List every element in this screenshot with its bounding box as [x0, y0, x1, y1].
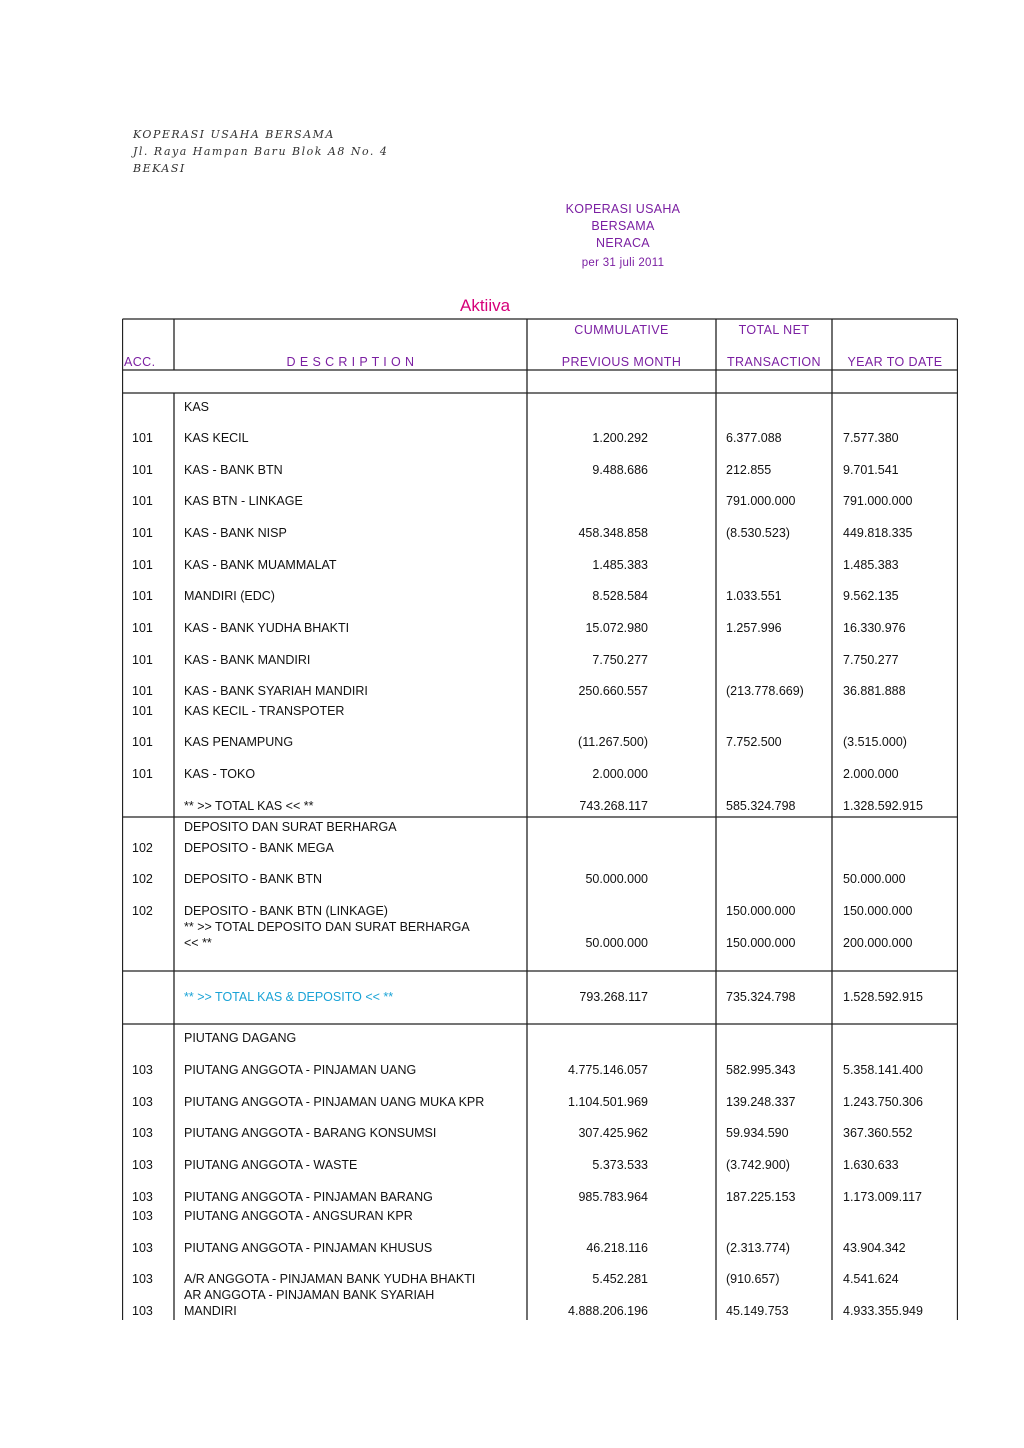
cell-desc: DEPOSITO - BANK MEGA [184, 841, 334, 855]
cell-acc: 102 [132, 904, 153, 918]
cell-ytd: 367.360.552 [843, 1126, 913, 1140]
cell-ytd: 1.630.633 [843, 1158, 899, 1172]
cell-acc: 103 [132, 1272, 153, 1286]
cell-acc: 101 [132, 494, 153, 508]
letterhead-city: BEKASI [133, 162, 186, 175]
cell-prev: 1.200.292 [592, 431, 648, 445]
cell-desc: KAS KECIL - TRANSPOTER [184, 704, 345, 718]
cell-prev: 15.072.980 [585, 621, 648, 635]
header-year-to-date: YEAR TO DATE [847, 355, 943, 369]
report-date: per 31 juli 2011 [581, 257, 665, 269]
cell-trans: (3.742.900) [726, 1158, 790, 1172]
cell-ytd: 4.541.624 [843, 1272, 899, 1286]
cell-acc: 103 [132, 1241, 153, 1255]
cell-desc: KAS - TOKO [184, 767, 256, 781]
cell-desc: AR ANGGOTA - PINJAMAN BANK SYARIAH [184, 1288, 435, 1302]
cell-prev: 250.660.557 [578, 684, 648, 698]
cell-desc: DEPOSITO - BANK BTN [184, 872, 322, 886]
cell-ytd: 9.562.135 [843, 589, 899, 603]
cell-trans: 187.225.153 [726, 1190, 796, 1204]
cell-desc: PIUTANG ANGGOTA - WASTE [184, 1158, 358, 1172]
cell-acc: 101 [132, 589, 153, 603]
cell-trans: 582.995.343 [726, 1063, 796, 1077]
header-total-net: TOTAL NET [738, 323, 810, 337]
cell-trans: (2.313.774) [726, 1241, 790, 1255]
cell-desc: ** >> TOTAL KAS & DEPOSITO << ** [184, 990, 394, 1004]
header-transaction: TRANSACTION [727, 355, 821, 369]
cell-acc: 101 [132, 767, 153, 781]
cell-ytd: 9.701.541 [843, 463, 899, 477]
cell-desc: PIUTANG ANGGOTA - PINJAMAN BARANG [184, 1190, 433, 1204]
cell-desc: KAS - BANK YUDHA BHAKTI [184, 621, 350, 635]
cell-acc: 103 [132, 1095, 153, 1109]
cell-prev: 793.268.117 [579, 990, 648, 1004]
cell-ytd: (3.515.000) [843, 735, 907, 749]
report-org-line2: BERSAMA [591, 219, 655, 233]
cell-desc: MANDIRI [184, 1304, 237, 1318]
header-description: D E S C R I P T I O N [286, 355, 415, 369]
cell-trans: 212.855 [726, 463, 772, 477]
cell-acc: 101 [132, 526, 153, 540]
header-acc: ACC. [124, 355, 156, 369]
cell-ytd: 1.485.383 [843, 558, 899, 572]
cell-desc: PIUTANG ANGGOTA - PINJAMAN KHUSUS [184, 1241, 433, 1255]
cell-desc: PIUTANG DAGANG [184, 1031, 297, 1045]
cell-acc: 102 [132, 872, 153, 886]
cell-ytd: 50.000.000 [843, 872, 906, 886]
header-cummulative: CUMMULATIVE [574, 323, 669, 337]
cell-ytd: 791.000.000 [843, 494, 913, 508]
cell-acc: 101 [132, 463, 153, 477]
cell-trans: 59.934.590 [726, 1126, 789, 1140]
cell-desc: KAS - BANK SYARIAH MANDIRI [184, 684, 368, 698]
cell-ytd: 36.881.888 [843, 684, 906, 698]
letterhead-name: KOPERASI USAHA BERSAMA [133, 128, 335, 141]
cell-acc: 103 [132, 1063, 153, 1077]
cell-desc: KAS BTN - LINKAGE [184, 494, 303, 508]
cell-trans: 585.324.798 [726, 799, 796, 813]
cell-acc: 101 [132, 621, 153, 635]
cell-desc: PIUTANG ANGGOTA - PINJAMAN UANG [184, 1063, 417, 1077]
cell-desc: KAS - BANK BTN [184, 463, 283, 477]
cell-prev: 307.425.962 [578, 1126, 648, 1140]
cell-ytd: 1.243.750.306 [843, 1095, 923, 1109]
cell-ytd: 1.173.009.117 [843, 1190, 923, 1204]
cell-desc: DEPOSITO - BANK BTN (LINKAGE) [184, 904, 388, 918]
section-title: Aktiiva [460, 296, 511, 315]
cell-trans: 735.324.798 [726, 990, 796, 1004]
cell-acc: 101 [132, 735, 153, 749]
cell-ytd: 150.000.000 [843, 904, 913, 918]
cell-trans: 45.149.753 [726, 1304, 789, 1318]
cell-desc: A/R ANGGOTA - PINJAMAN BANK YUDHA BHAKTI [184, 1272, 476, 1286]
cell-prev: 458.348.858 [578, 526, 648, 540]
letterhead [133, 126, 388, 177]
cell-prev: 743.268.117 [579, 799, 648, 813]
cell-trans: 791.000.000 [726, 494, 796, 508]
cell-desc: ** >> TOTAL DEPOSITO DAN SURAT BERHARGA [184, 920, 470, 934]
cell-acc: 101 [132, 684, 153, 698]
cell-ytd: 1.328.592.915 [843, 799, 923, 813]
cell-desc: KAS [184, 400, 210, 414]
cell-desc: PIUTANG ANGGOTA - ANGSURAN KPR [184, 1209, 413, 1223]
cell-prev: 50.000.000 [585, 936, 648, 950]
cell-desc: KAS PENAMPUNG [184, 735, 294, 749]
cell-trans: (213.778.669) [726, 684, 804, 698]
cell-acc: 103 [132, 1190, 153, 1204]
cell-trans: (8.530.523) [726, 526, 790, 540]
cell-ytd: 43.904.342 [843, 1241, 906, 1255]
cell-desc: KAS KECIL [184, 431, 249, 445]
cell-prev: 4.888.206.196 [568, 1304, 648, 1318]
cell-prev: 8.528.584 [592, 589, 648, 603]
cell-trans: 1.257.996 [726, 621, 782, 635]
cell-prev: 9.488.686 [592, 463, 648, 477]
cell-prev: 1.485.383 [592, 558, 648, 572]
cell-prev: 985.783.964 [578, 1190, 648, 1204]
cell-acc: 103 [132, 1304, 153, 1318]
cell-acc: 101 [132, 653, 153, 667]
cell-desc: MANDIRI (EDC) [184, 589, 275, 603]
cell-ytd: 2.000.000 [843, 767, 899, 781]
cell-ytd: 1.528.592.915 [843, 990, 923, 1004]
cell-prev: 2.000.000 [592, 767, 648, 781]
report-org-line1: KOPERASI USAHA [565, 202, 681, 216]
cell-prev: 50.000.000 [585, 872, 648, 886]
report-name: NERACA [596, 236, 650, 250]
cell-acc: 103 [132, 1126, 153, 1140]
cell-desc: DEPOSITO DAN SURAT BERHARGA [184, 820, 397, 834]
cell-prev: 4.775.146.057 [568, 1063, 648, 1077]
cell-ytd: 7.750.277 [843, 653, 899, 667]
cell-trans: 1.033.551 [726, 589, 782, 603]
cell-trans: 139.248.337 [726, 1095, 796, 1109]
cell-acc: 103 [132, 1158, 153, 1172]
cell-ytd: 200.000.000 [843, 936, 913, 950]
cell-desc: KAS - BANK MUAMMALAT [184, 558, 337, 572]
cell-desc: << ** [184, 936, 212, 950]
cell-ytd: 5.358.141.400 [843, 1063, 923, 1077]
cell-trans: (910.657) [726, 1272, 780, 1286]
cell-desc: PIUTANG ANGGOTA - BARANG KONSUMSI [184, 1126, 437, 1140]
cell-trans: 150.000.000 [726, 904, 796, 918]
report-title-block [530, 201, 716, 272]
cell-prev: 46.218.116 [586, 1241, 648, 1255]
cell-acc: 101 [132, 558, 153, 572]
cell-prev: (11.267.500) [578, 735, 648, 749]
cell-ytd: 449.818.335 [843, 526, 913, 540]
cell-acc: 101 [132, 704, 153, 718]
cell-ytd: 7.577.380 [843, 431, 899, 445]
cell-trans: 6.377.088 [726, 431, 782, 445]
cell-desc: PIUTANG ANGGOTA - PINJAMAN UANG MUKA KPR [184, 1095, 485, 1109]
cell-prev: 1.104.501.969 [568, 1095, 648, 1109]
cell-desc: KAS - BANK NISP [184, 526, 287, 540]
cell-ytd: 16.330.976 [843, 621, 906, 635]
cell-acc: 103 [132, 1209, 153, 1223]
cell-ytd: 4.933.355.949 [843, 1304, 923, 1318]
cell-prev: 7.750.277 [592, 653, 648, 667]
cell-prev: 5.373.533 [592, 1158, 648, 1172]
cell-desc: KAS - BANK MANDIRI [184, 653, 311, 667]
cell-acc: 102 [132, 841, 153, 855]
cell-prev: 5.452.281 [592, 1272, 648, 1286]
cell-trans: 7.752.500 [726, 735, 782, 749]
letterhead-address: Jl. Raya Hampan Baru Blok A8 No. 4 [133, 145, 389, 158]
cell-trans: 150.000.000 [726, 936, 796, 950]
cell-acc: 101 [132, 431, 153, 445]
cell-desc: ** >> TOTAL KAS << ** [184, 799, 314, 813]
header-previous-month: PREVIOUS MONTH [561, 355, 682, 369]
